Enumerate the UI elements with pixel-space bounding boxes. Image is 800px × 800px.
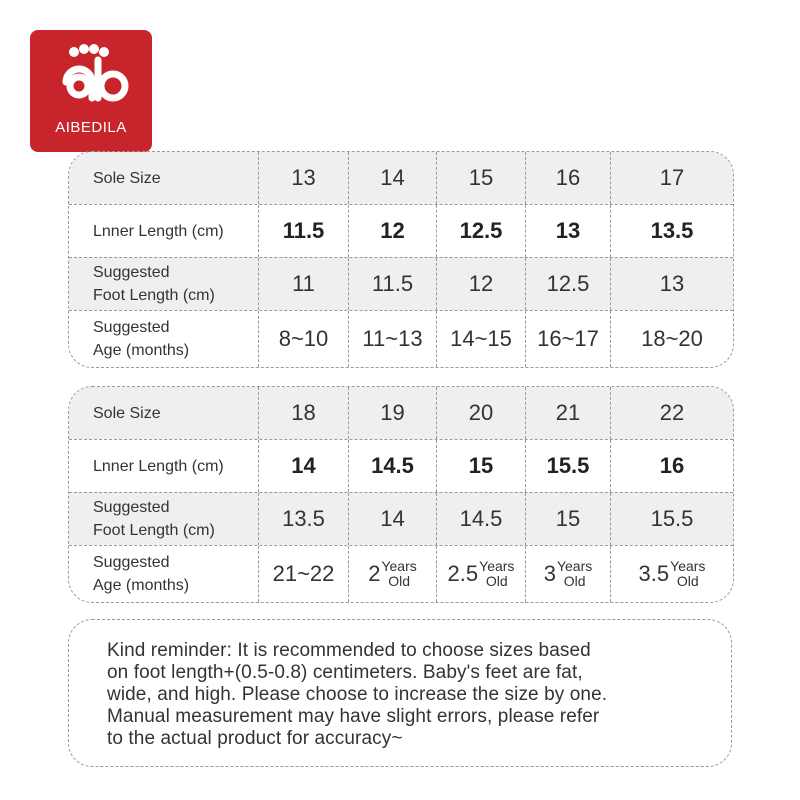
age-cell [610,546,733,602]
inner-length-cell: 12.5 [436,205,525,257]
age-label [69,546,258,602]
age-cell: 8~10 [258,311,348,367]
age-unit [670,559,705,589]
reminder-line: on foot length+(0.5-0.8) centimeters. Baby's feet are fat, [107,662,583,683]
age-unit-bottom: Old [676,573,699,589]
inner-length-cell: 12 [348,205,436,257]
age-label-line1: Suggested [93,319,170,336]
sole-size-cell: 18 [258,387,348,439]
foot-length-cell: 12.5 [525,258,610,310]
sole-size-cell: 13 [258,152,348,204]
age-unit [557,559,592,589]
age-label-line1: Suggested [93,554,170,571]
age-cell: 11~13 [348,311,436,367]
sole-size-label: Sole Size [93,404,161,422]
reminder-line: wide, and high. Please choose to increase the size by one. [107,684,608,705]
kind-reminder [68,619,732,767]
age-cell: 16~17 [525,311,610,367]
reminder-line: Manual measurement may have slight errors, please refer [107,706,600,727]
inner-length-cell: 11.5 [258,205,348,257]
sole-size-cell: 15 [436,152,525,204]
foot-length-cell: 14.5 [436,493,525,545]
sole-size-cell: 22 [610,387,733,439]
age-unit [479,559,514,589]
foot-length-cell: 11.5 [348,258,436,310]
inner-length-label: Lnner Length (cm) [93,222,224,240]
age-cell [525,546,610,602]
sole-size-label: Sole Size [93,169,161,187]
age-row [69,310,733,367]
age-cell [348,546,436,602]
sole-size-row [69,152,733,204]
size-table-2 [68,386,734,603]
sole-size-cell: 20 [436,387,525,439]
age-row [69,545,733,602]
age-cell [258,546,348,602]
reminder-line: Kind reminder: It is recommended to choose sizes based [107,640,591,661]
inner-length-cell: 15 [436,440,525,492]
sole-size-cell: 21 [525,387,610,439]
age-unit-bottom: Old [388,573,411,589]
foot-length-label-line2: Foot Length (cm) [93,522,215,539]
foot-length-label-line2: Foot Length (cm) [93,287,215,304]
foot-length-cell: 13 [610,258,733,310]
inner-length-cell: 14 [258,440,348,492]
inner-length-row [69,204,733,257]
foot-length-cell: 15.5 [610,493,733,545]
inner-length-cell: 15.5 [525,440,610,492]
reminder-line: to the actual product for accuracy~ [107,728,403,749]
sole-size-cell: 16 [525,152,610,204]
age-unit-top: Years [556,558,593,574]
foot-length-row [69,257,733,310]
foot-length-cell: 14 [348,493,436,545]
age-label-line2: Age (months) [93,342,190,359]
inner-length-row [69,439,733,492]
age-value: 3.5 [638,561,670,586]
age-unit-top: Years [479,558,515,574]
inner-length-cell: 13.5 [610,205,733,257]
sole-size-row [69,387,733,439]
age-cell: 14~15 [436,311,525,367]
foot-length-label [69,258,258,310]
age-value: 2.5 [447,561,479,586]
sole-size-cell: 14 [348,152,436,204]
age-value: 21~22 [272,561,335,586]
size-table-1 [68,151,734,368]
age-cell [436,546,525,602]
inner-length-cell: 13 [525,205,610,257]
foot-length-label [69,493,258,545]
age-label-line2: Age (months) [93,577,190,594]
age-label [69,311,258,367]
foot-length-label-line1: Suggested [93,264,170,281]
foot-length-row [69,492,733,545]
age-unit-top: Years [670,558,706,574]
age-unit-bottom: Old [563,573,586,589]
brand-logo [30,30,152,152]
foot-length-cell: 12 [436,258,525,310]
foot-length-cell: 13.5 [258,493,348,545]
sole-size-cell: 17 [610,152,733,204]
foot-length-cell: 11 [258,258,348,310]
sole-size-cell: 19 [348,387,436,439]
brand-name: AIBEDILA [55,119,127,136]
age-cell: 18~20 [610,311,733,367]
inner-length-cell: 16 [610,440,733,492]
age-unit-bottom: Old [485,573,508,589]
age-unit [381,559,416,589]
foot-length-label-line1: Suggested [93,499,170,516]
inner-length-cell: 14.5 [348,440,436,492]
age-unit-top: Years [381,558,417,574]
inner-length-label: Lnner Length (cm) [93,457,224,475]
paw-logo-icon [30,30,152,120]
age-value: 2 [368,561,381,586]
foot-length-cell: 15 [525,493,610,545]
age-value: 3 [543,561,556,586]
